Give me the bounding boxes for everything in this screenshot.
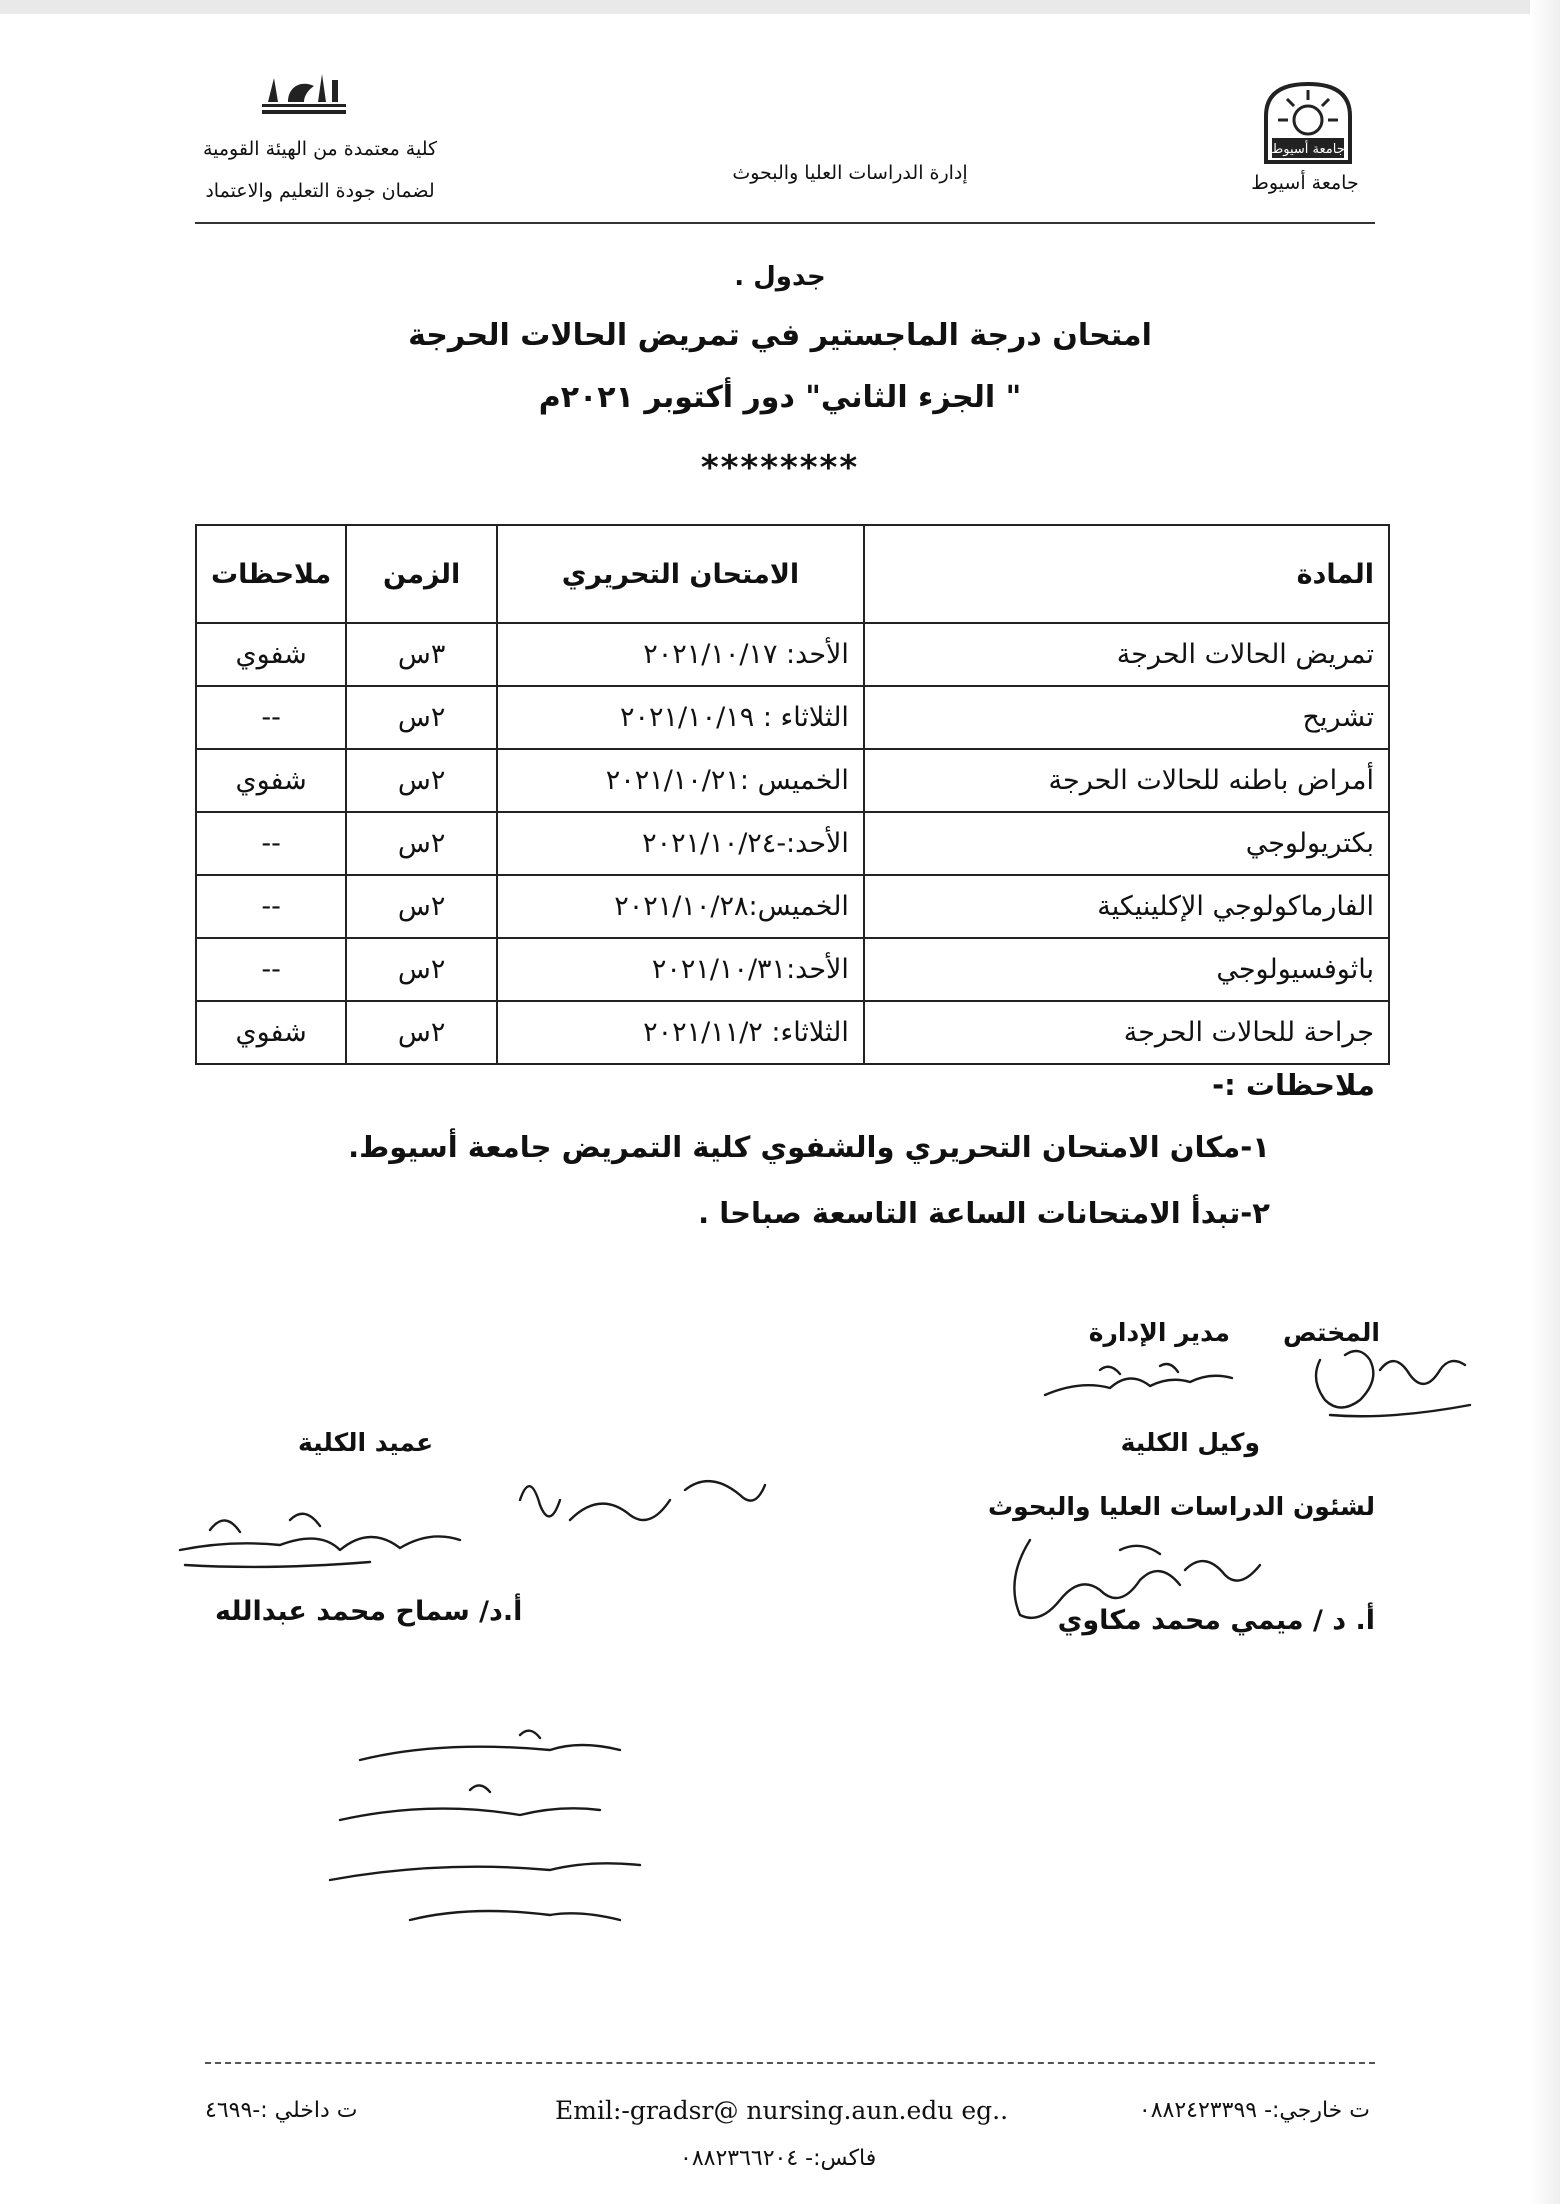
- dean-note-handwriting-icon: [510, 1460, 770, 1550]
- doc-title-exam: امتحان درجة الماجستير في تمريض الحالات الحرجة: [408, 318, 1152, 353]
- cell-duration: ٣س: [346, 623, 497, 686]
- vice-dean-name: أ. د / ميمي محمد مكاوي: [1057, 1605, 1375, 1636]
- cell-written-date: الخميس:٢٠٢١/١٠/٢٨: [497, 875, 864, 938]
- table-row: [196, 812, 1389, 875]
- table-row: [196, 1001, 1389, 1064]
- note-item: ٢-تبدأ الامتحانات الساعة التاسعة صباحا .: [698, 1196, 1270, 1230]
- header-notes: ملاحظات: [196, 525, 346, 623]
- table-row: [196, 749, 1389, 812]
- cell-duration: ٢س: [346, 686, 497, 749]
- cell-written-date: الأحد:٢٠٢١/١٠/٣١: [497, 938, 864, 1001]
- footer-email: Emil:-gradsr@ nursing.aun.edu eg..: [555, 2096, 1009, 2125]
- cell-subject: بكتريولوجي: [864, 812, 1389, 875]
- cell-duration: ٢س: [346, 1001, 497, 1064]
- footer-external-phone: ت خارجي:- ٠٨٨٢٤٢٣٣٩٩: [1138, 2098, 1370, 2123]
- exam-schedule-table: [195, 524, 1390, 1065]
- table-row: [196, 938, 1389, 1001]
- doc-title-schedule: جدول .: [734, 262, 826, 292]
- note-item: ١-مكان الامتحان التحريري والشفوي كلية التمريض جامعة أسيوط.: [348, 1130, 1270, 1164]
- cell-written-date: الخميس :٢٠٢١/١٠/٢١: [497, 749, 864, 812]
- specialist-label: المختص: [1282, 1318, 1380, 1347]
- header-duration: الزمن: [346, 525, 497, 623]
- notes-heading: ملاحظات :-: [1212, 1068, 1375, 1102]
- department-name: إدارة الدراسات العليا والبحوث: [732, 162, 968, 184]
- vice-dean-label: وكيل الكلية: [1120, 1428, 1260, 1457]
- cell-notes: شفوي: [196, 749, 346, 812]
- cell-notes: --: [196, 812, 346, 875]
- approval-handwriting-icon: [320, 1720, 660, 1950]
- scan-top-edge: [0, 0, 1560, 14]
- cell-written-date: الأحد: ٢٠٢١/١٠/١٧: [497, 623, 864, 686]
- admin-director-label: مدير الإدارة: [1088, 1318, 1230, 1347]
- dean-name: أ.د/ سماح محمد عبدالله: [215, 1596, 523, 1627]
- cell-written-date: الثلاثاء : ٢٠٢١/١٠/١٩: [497, 686, 864, 749]
- cell-notes: --: [196, 875, 346, 938]
- header-written-exam: الامتحان التحريري: [497, 525, 864, 623]
- cell-duration: ٢س: [346, 749, 497, 812]
- cell-subject: جراحة للحالات الحرجة: [864, 1001, 1389, 1064]
- university-name: جامعة أسيوط: [1251, 172, 1359, 194]
- dean-label: عميد الكلية: [298, 1428, 434, 1457]
- accreditation-line-2: لضمان جودة التعليم والاعتماد: [205, 180, 435, 202]
- header-subject: المادة: [864, 525, 1389, 623]
- cell-subject: أمراض باطنه للحالات الحرجة: [864, 749, 1389, 812]
- vice-dean-title: لشئون الدراسات العليا والبحوث: [988, 1492, 1375, 1521]
- specialist-signature-icon: [1300, 1320, 1480, 1430]
- university-logo-text: جامعة أسيوط: [1271, 142, 1345, 157]
- cell-subject: تشريح: [864, 686, 1389, 749]
- cell-duration: ٢س: [346, 938, 497, 1001]
- footer-fax: فاكس:- ٠٨٨٢٣٦٦٢٠٤: [680, 2146, 877, 2171]
- accreditation-line-1: كلية معتمدة من الهيئة القومية: [202, 138, 438, 160]
- doc-title-session: " الجزء الثاني" دور أكتوبر ٢٠٢١م: [538, 380, 1022, 415]
- cell-subject: باثوفسيولوجي: [864, 938, 1389, 1001]
- cell-notes: شفوي: [196, 1001, 346, 1064]
- scan-right-edge: [1530, 0, 1560, 2204]
- cell-duration: ٢س: [346, 812, 497, 875]
- cell-duration: ٢س: [346, 875, 497, 938]
- footer-divider: [205, 2062, 1375, 2064]
- cell-written-date: الأحد:-٢٠٢١/١٠/٢٤: [497, 812, 864, 875]
- table-row: [196, 686, 1389, 749]
- cell-notes: --: [196, 686, 346, 749]
- cell-subject: تمريض الحالات الحرجة: [864, 623, 1389, 686]
- table-row: [196, 875, 1389, 938]
- table-header-row: [196, 525, 1389, 623]
- dean-signature-icon: [170, 1470, 470, 1580]
- cell-notes: --: [196, 938, 346, 1001]
- cell-notes: شفوي: [196, 623, 346, 686]
- footer-internal-phone: ت داخلي :-٤٦٩٩: [205, 2098, 358, 2123]
- table-row: [196, 623, 1389, 686]
- cell-subject: الفارماكولوجي الإكلينيكية: [864, 875, 1389, 938]
- accreditation-logo-icon: [258, 66, 350, 120]
- title-stars: ********: [700, 448, 860, 488]
- admin-director-signature-icon: [1040, 1350, 1240, 1410]
- cell-written-date: الثلاثاء: ٢٠٢١/١١/٢: [497, 1001, 864, 1064]
- header-divider: [195, 222, 1375, 224]
- university-logo-icon: [1258, 80, 1358, 164]
